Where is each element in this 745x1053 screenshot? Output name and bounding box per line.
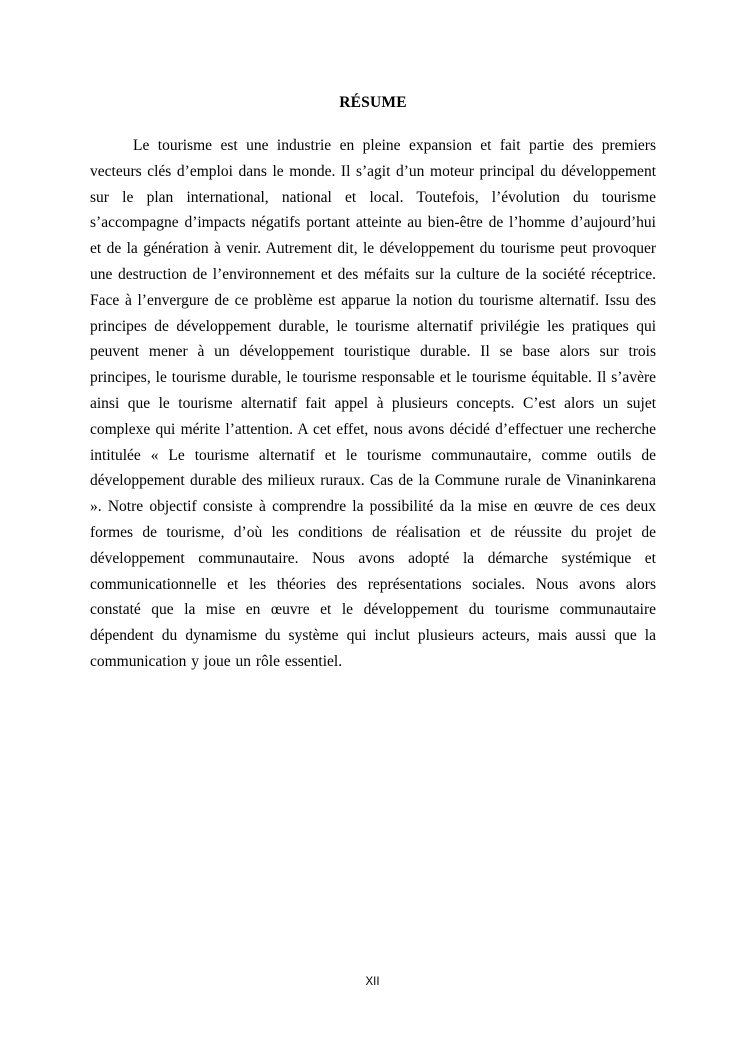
- page-title: RÉSUME: [339, 94, 407, 111]
- page-number: XII: [365, 976, 380, 988]
- page-content: [90, 94, 656, 675]
- resume-paragraph: Le tourisme est une industrie en pleine expansion et fait partie des premiers vecteurs clés d’emploi dans le monde. Il s’agit d’un moteur principal du développement sur le plan international, national et local. Toutefois, l’évolution du tourisme s’accompagne d’impacts négatifs portant atteinte au bien-être de l’homme d’aujourd’hui et de la génération à venir. Autrement dit, le développement du tourisme peut provoquer une destruction de l’environnement et des méfaits sur la culture de la société réceptrice. Face à l’envergure de ce problème est apparue la notion du tourisme alternatif. Issu des principes de développement durable, le tourisme alternatif privilégie les pratiques qui peuvent mener à un développement touristique durable. Il se base alors sur trois principes, le tourisme durable, le tourisme responsable et le tourisme équitable. Il s’avère ainsi que le tourisme alternatif fait appel à plusieurs concepts. C’est alors un sujet complexe qui mérite l’attention. A cet effet, nous avons décidé d’effectuer une recherche intitulée « Le tourisme alternatif et le tourisme communautaire, comme outils de développement durable des milieux ruraux. Cas de la Commune rurale de Vinaninkarena ». Notre objectif consiste à comprendre la possibilité da la mise en œuvre de ces deux formes de tourisme, d’où les conditions de réalisation et de réussite du projet de développement communautaire. Nous avons adopté la démarche systémique et communicationnelle et les théories des représentations sociales. Nous avons alors constaté que la mise en œuvre et le développement du tourisme communautaire dépendent du dynamisme du système qui inclut plusieurs acteurs, mais aussi que la communication y joue un rôle essentiel.: [90, 137, 656, 670]
